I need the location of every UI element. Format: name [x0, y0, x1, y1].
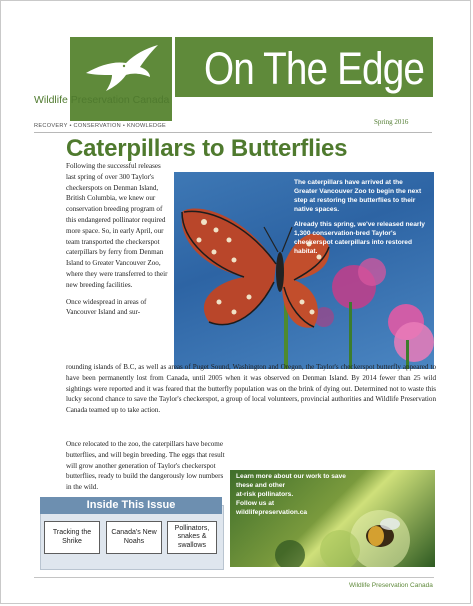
- promo-text: [236, 472, 366, 517]
- toc-item-shrike[interactable]: [44, 521, 100, 554]
- article-paragraph: rounding islands of B.C, as well as areas of Puget Sound, Washington and Oregon, the Taylor's checkerspot butterfly appeared to have been permanently lost from Canada, until 2005 when it was observed on Denman Island. By 2014 fewer than 25 wild sightings were reported and it was feared that the butterfly population was on the brink of dying out. Determined not to waste this lucky second chance to save the Taylor's checkerspot, a group of local volunteers, provincial authorities and Wildlife Preservation Canada teamed up to take action.: [66, 363, 436, 415]
- toc-item-pollinators[interactable]: [167, 521, 217, 554]
- article-headline: Caterpillars to Butterflies: [66, 135, 348, 162]
- photo-caption: [294, 178, 428, 262]
- footer-org-name: Wildlife Preservation Canada: [349, 582, 433, 589]
- website-link[interactable]: wildlifepreservation.ca: [236, 509, 308, 516]
- article-body: [66, 362, 436, 421]
- org-tagline: RECOVERY • CONSERVATION • KNOWLEDGE: [34, 123, 167, 129]
- masthead-divider: [34, 132, 432, 133]
- toc-item-label: Canada's New Noahs: [111, 529, 157, 545]
- promo-line: these and other: [236, 482, 286, 489]
- bee-on-flower-photo: [230, 470, 435, 567]
- promo-line: Follow us at: [236, 500, 275, 507]
- org-name: Wildlife Preservation Canada: [34, 94, 170, 106]
- caption-paragraph: The caterpillars have arrived at the Greater Vancouver Zoo to begin the next step at restoring the butterflies to their native spaces.: [294, 179, 422, 213]
- article-paragraph: Following the successful releases last spring of over 300 Taylor's checkerspots on Denman Island, British Columbia, we knew our conservation breeding program of this endangered pollinator required more space. So, in early April, our team transported the checkerspot caterpillars by ferry from Denman Island to Greater Vancouver Zoo, where they were transferred to their new breeding facilities.: [66, 162, 168, 289]
- footer-divider: [34, 577, 434, 578]
- toc-item-label: Tracking the Shrike: [52, 529, 92, 545]
- issue-date: Spring 2016: [374, 118, 409, 126]
- promo-line: at-risk pollinators.: [236, 491, 294, 498]
- toc-item-noahs[interactable]: [106, 521, 162, 554]
- article-paragraph: Once relocated to the zoo, the caterpillars have become butterflies, and will begin breeding. The eggs that result will grow another generation of Taylor's checkerspot butterflies, ready to build the dangerously low numbers in the wild.: [66, 440, 225, 492]
- article-column: [66, 161, 169, 324]
- org-logo: [70, 37, 172, 121]
- bird-icon: [80, 43, 162, 95]
- toc-item-label: Pollinators, snakes & swallows: [174, 524, 210, 549]
- inside-issue-title: Inside This Issue: [40, 497, 222, 514]
- article-paragraph: Once widespread in areas of Vancouver Island and sur-: [66, 297, 147, 317]
- butterfly-photo: [174, 172, 434, 369]
- newsletter-title: On The Edge: [204, 43, 425, 94]
- caption-paragraph: Already this spring, we've released nearly 1,300 conservation-bred Taylor's checkerspot caterpillars into restored habitat.: [294, 221, 425, 255]
- promo-line: Learn more about our work to save: [236, 473, 346, 480]
